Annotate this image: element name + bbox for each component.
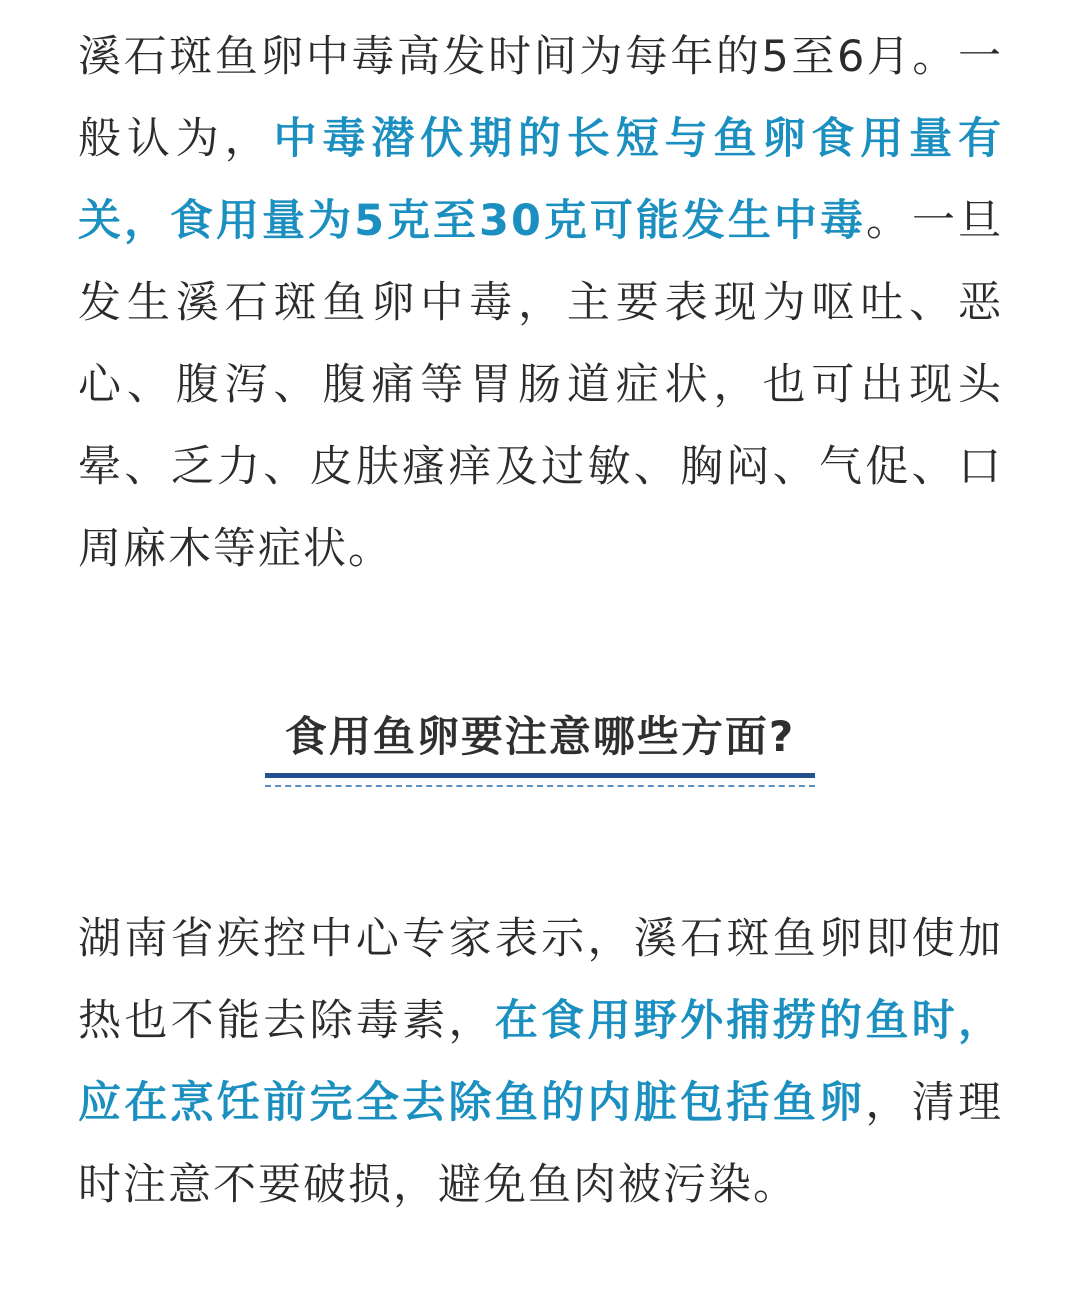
intro-highlight: 中毒潜伏期的长短与鱼卵食用量有关，食用量为5克至30克可能发生中毒: [78, 114, 1004, 246]
advice-text-2: ，清理时注意不要破损，避免鱼肉被污染。: [78, 1078, 1004, 1210]
intro-text-2: 。一旦发生溪石斑鱼卵中毒，主要表现为呕吐、恶心、腹泻、腹痛等胃肠道症状，也可出现头晕、乏力、皮肤瘙痒及过敏、胸闷、气促、口周麻木等症状。: [78, 196, 1003, 574]
section-heading: 食用鱼卵要注意哪些方面?: [284, 712, 796, 761]
intro-text-1: 溪石斑鱼卵中毒高发时间为每年的5至6月。一般认为，: [78, 32, 1003, 164]
advice-paragraph: [78, 898, 1003, 1226]
advice-text-1: 湖南省疾控中心专家表示，溪石斑鱼卵即使加热也不能去除毒素，: [78, 914, 1003, 1046]
heading-underline: [265, 773, 815, 778]
heading-dashed-underline: [265, 785, 815, 787]
advice-highlight: 在食用野外捕捞的鱼时，应在烹饪前完全去除鱼的内脏包括鱼卵: [78, 996, 1004, 1128]
intro-paragraph: [78, 16, 1003, 590]
section-heading-block: [265, 705, 815, 769]
